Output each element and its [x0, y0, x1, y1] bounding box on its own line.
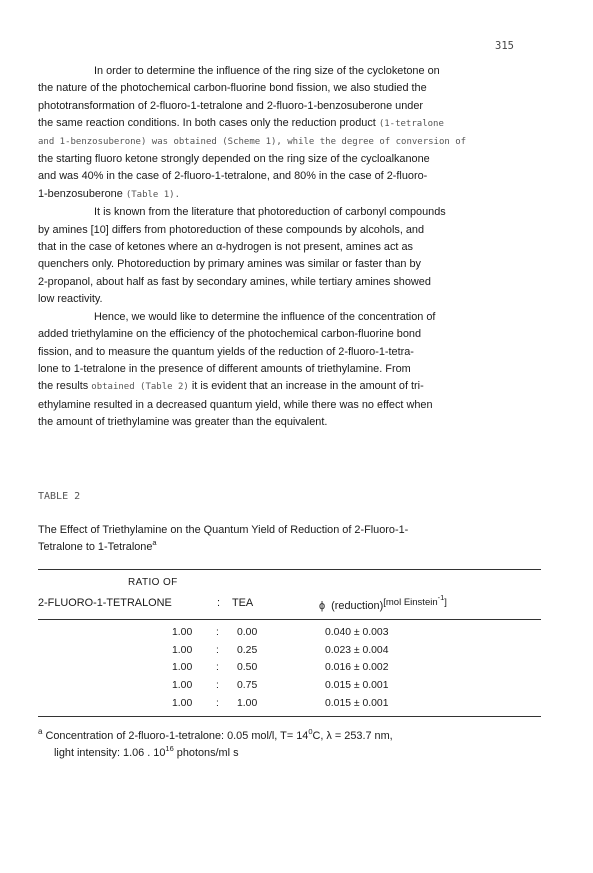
header-separator: : [217, 597, 221, 609]
exponent: 16 [165, 744, 174, 754]
page-number: 315 [495, 40, 514, 52]
cell-separator: : [216, 627, 219, 638]
text-line: ethylamine resulted in a decreased quantum yield, while there was no effect when [38, 398, 433, 411]
text-line: and was 40% in the case of 2-fluoro-1-tetralone, and 80% in the case of 2-fluoro- [38, 170, 428, 183]
cell-tetralone: 1.00 [172, 627, 193, 638]
typewritten-line: and 1-benzosuberone) was obtained (Scheme 1), while the degree of conversion of [38, 136, 467, 147]
footnote-text: Concentration of 2-fluoro-1-tetralone: 0.05 mol/l, T= 14 [45, 730, 309, 742]
table-bottom-rule [38, 716, 541, 717]
cell-tetralone: 1.00 [172, 698, 193, 709]
cell-quantum-yield: 0.023 ± 0.004 [325, 645, 389, 656]
text-line: In order to determine the influence of the ring size of the cycloketone on [94, 65, 440, 77]
caption-line [38, 539, 543, 556]
text-line: phototransformation of 2-fluoro-1-tetralone and 2-fluoro-1-benzosuberone under [38, 99, 424, 112]
table-header-rule [38, 619, 541, 620]
text-run: the results [38, 380, 89, 393]
cell-quantum-yield: 0.040 ± 0.003 [325, 627, 389, 638]
body-text [38, 63, 543, 432]
footnote-text: light intensity: 1.06 . 10 [54, 747, 166, 760]
cell-quantum-yield: 0.016 ± 0.002 [325, 662, 389, 673]
phi-symbol: ϕ [319, 600, 326, 612]
text-run: 1-benzosuberone [38, 187, 123, 200]
cell-quantum-yield: 0.015 ± 0.001 [325, 698, 389, 709]
cell-separator: : [216, 645, 219, 656]
cell-separator: : [216, 680, 219, 691]
text-line: the amount of triethylamine was greater than the equivalent. [38, 416, 328, 429]
cell-tetralone: 1.00 [172, 662, 193, 673]
text-line: added triethylamine on the efficiency of the photochemical carbon-fluorine bond [38, 328, 422, 341]
text-line: fission, and to measure the quantum yields of the reduction of 2-fluoro-1-tetra- [38, 345, 414, 358]
text-run: the same reaction conditions. In both cases only the reduction product [38, 117, 376, 130]
text-line: quenchers only. Photoreduction by primary amines was similar or faster than by [38, 258, 421, 271]
footnote-marker: a [152, 538, 157, 548]
footnote-line [38, 728, 548, 745]
header-tea: TEA [232, 597, 254, 609]
cell-separator: : [216, 698, 219, 709]
text-line: that in the case of ketones where an α-hydrogen is not present, amines act as [38, 241, 413, 254]
cell-tetralone: 1.00 [172, 680, 193, 691]
header-fluoro-tetralone: 2-FLUORO-1-TETRALONE [38, 597, 172, 609]
header-quantum-yield [319, 593, 447, 612]
cell-tea: 0.75 [237, 680, 258, 691]
cell-tea: 1.00 [237, 698, 258, 709]
header-ratio-of: RATIO OF [128, 577, 178, 588]
footnote-text: C, λ = 253.7 nm, [312, 730, 393, 742]
text-line: by amines [10] differs from photoreduction of these compounds by alcohols, and [38, 223, 425, 236]
unit-bracket: ] [444, 597, 447, 608]
typewritten-run: obtained (Table 2) [91, 382, 189, 393]
text-line: low reactivity. [38, 293, 103, 306]
unit-text: [mol Einstein [383, 597, 438, 608]
header-reduction: (reduction) [331, 600, 384, 612]
text-line: the starting fluoro ketone strongly depended on the ring size of the cycloalkanone [38, 153, 430, 166]
text-line: lone to 1-tetralone in the presence of different amounts of triethylamine. From [38, 362, 411, 375]
text-run: it is evident that an increase in the amount of tri- [191, 380, 424, 393]
table-top-rule [38, 569, 541, 570]
unit-exponent: -1 [437, 593, 445, 602]
footnote-mark: a [38, 727, 43, 736]
cell-quantum-yield: 0.015 ± 0.001 [325, 680, 389, 691]
cell-separator: : [216, 662, 219, 673]
cell-tea: 0.00 [237, 627, 258, 638]
text-line: Hence, we would like to determine the influence of the concentration of [94, 310, 436, 323]
text-line: 2-propanol, about half as fast by secondary amines, while tertiary amines showed [38, 275, 431, 288]
text-line [38, 115, 543, 133]
typewritten-run: (1-tetralone [378, 119, 444, 130]
footnote-text: photons/ml s [173, 747, 239, 760]
table-label: TABLE 2 [38, 491, 81, 502]
header-unit [383, 593, 447, 608]
caption-text: Tetralone to 1-Tetralone [38, 541, 153, 554]
cell-tea: 0.50 [237, 662, 258, 673]
caption-line: The Effect of Triethylamine on the Quantum Yield of Reduction of 2-Fluoro-1- [38, 524, 409, 536]
text-line: the nature of the photochemical carbon-fluorine bond fission, we also studied the [38, 82, 427, 95]
cell-tea: 0.25 [237, 645, 258, 656]
cell-tetralone: 1.00 [172, 645, 193, 656]
table-caption [38, 522, 543, 557]
typewritten-run: (Table 1). [125, 189, 180, 200]
table-footnote [38, 728, 548, 763]
text-line: It is known from the literature that photoreduction of carbonyl compounds [94, 206, 446, 219]
text-line [38, 378, 543, 396]
text-line [38, 186, 543, 204]
degree-mark: 0 [308, 727, 313, 736]
footnote-line [38, 745, 548, 762]
